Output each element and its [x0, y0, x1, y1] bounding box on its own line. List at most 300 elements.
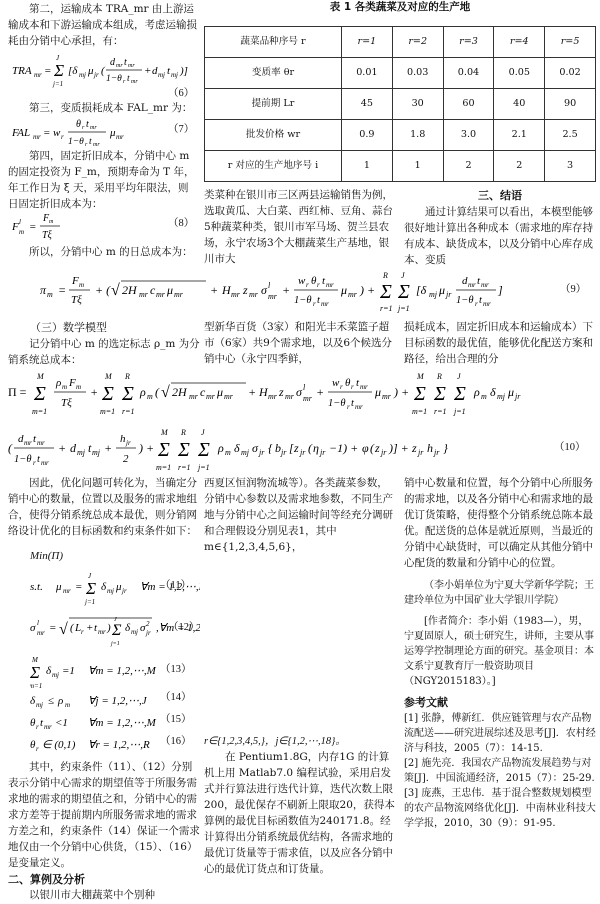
svg-text:ρ: ρ [58, 695, 64, 707]
author-bio: [作者简介：李小娟（1983—），男，宁夏固原人，硕士研究生，讲师，主要从事运筹学控制理论方面的研究。基金项目：本文系宁夏教育厅一般资助项目（NGY2015183）。] [404, 615, 594, 687]
svg-text:H: H [222, 283, 231, 297]
svg-text:t: t [317, 295, 320, 306]
svg-text:∀r = 1,2,⋯,R: ∀r = 1,2,⋯,R [88, 739, 150, 751]
svg-text:∀j = 1,2,⋯,J: ∀j = 1,2,⋯,J [88, 695, 147, 707]
reference-item: [1] 张静，傅新红．供应链管理与农产品物流配送——研究进展综述及思考[J]．农村经济与科技，2005（7）：14-15. [404, 713, 596, 755]
svg-text:jr: jr [146, 629, 151, 637]
svg-text:d: d [462, 275, 468, 287]
svg-text:θ: θ [30, 739, 36, 751]
svg-text:m: m [481, 392, 487, 401]
svg-text:m: m [47, 290, 53, 299]
svg-text:mj: mj [107, 587, 114, 595]
svg-text:σ: σ [30, 622, 36, 634]
table-header-cell: r=2 [392, 26, 443, 57]
svg-text:Σ: Σ [112, 622, 122, 639]
section-heading-model: （三）数学模型 [30, 321, 107, 334]
svg-text:Σ: Σ [434, 383, 446, 405]
svg-text:+: + [248, 385, 257, 399]
svg-text:θ: θ [30, 717, 36, 729]
table-header-cell: r=4 [494, 26, 545, 57]
svg-text:d: d [70, 441, 76, 455]
svg-text:r=1: r=1 [380, 304, 393, 313]
svg-text:jr: jr [418, 448, 424, 457]
svg-text:m=1: m=1 [412, 407, 428, 416]
svg-text:H: H [259, 385, 268, 399]
svg-text:J: J [56, 54, 60, 62]
eq7-number: （7） [168, 124, 195, 135]
table-cell: 0.01 [342, 57, 393, 88]
svg-text:jr: jr [122, 587, 127, 595]
bottom-left-tail [8, 760, 200, 904]
svg-text:r: r [313, 300, 316, 308]
svg-text:=: = [49, 622, 57, 634]
svg-text:√: √ [111, 282, 120, 299]
equation-7-svg [12, 116, 162, 150]
svg-text:d: d [152, 65, 158, 77]
svg-text:m: m [62, 383, 68, 391]
svg-text:z: z [243, 283, 248, 297]
svg-text:jr: jr [320, 448, 326, 457]
svg-text:M: M [32, 656, 38, 664]
constraint-16 [30, 734, 160, 760]
para-example-setup: 类菜种在银川市三区两县运输销售为例，选取黄瓜、大白菜、西红柿、豆角、蒜台5种蔬菜种类，银川市军马场、贺兰县农场，永宁农场3个大棚蔬菜生产基地，银川市大 [204, 189, 393, 265]
svg-text:d: d [18, 433, 24, 445]
svg-text:F: F [69, 377, 76, 389]
svg-text:mr: mr [303, 394, 312, 403]
svg-text:jr: jr [446, 290, 452, 299]
table-header-cell: r=5 [545, 26, 596, 57]
table-header-cell: r=3 [443, 26, 494, 57]
svg-text:r: r [475, 300, 478, 308]
svg-text:mr: mr [174, 290, 183, 299]
svg-text:m=1: m=1 [30, 682, 43, 690]
svg-text:t: t [356, 377, 360, 389]
svg-text:=1: =1 [62, 665, 75, 677]
equation-9 [40, 268, 560, 320]
svg-text:jr: jr [300, 448, 306, 457]
svg-text:mr: mr [24, 439, 32, 447]
c14-number: （14） [160, 692, 192, 703]
svg-text:Σ: Σ [178, 439, 190, 461]
equation-8-svg [12, 210, 112, 244]
svg-text:jr: jr [259, 448, 265, 457]
svg-text:∀m = 1,2,⋯,M: ∀m = 1,2,⋯,M [88, 717, 156, 729]
equation-6-svg [12, 50, 198, 90]
eq9-number: （9） [560, 284, 587, 295]
svg-text:w: w [298, 275, 306, 287]
svg-text:mj: mj [158, 71, 165, 79]
c12-number: （12） [168, 622, 200, 633]
table-row [205, 119, 596, 150]
svg-text:mr: mr [90, 125, 97, 131]
svg-text:j=1: j=1 [111, 641, 120, 647]
para-daily-cost: 所以，分销中心 m 的日总成本为： [29, 246, 193, 258]
svg-text:mr: mr [93, 142, 100, 148]
svg-text:) +: ) + [360, 283, 376, 297]
svg-text:j=1: j=1 [85, 598, 96, 606]
table-cell: 1 [342, 150, 393, 181]
svg-text:mr: mr [98, 628, 106, 636]
c15-number: （15） [160, 714, 192, 725]
svg-text:J: J [88, 572, 92, 580]
svg-text:δ: δ [101, 581, 107, 593]
para-model-intro: 记分销中心 m 的选定标志 ρ_m 为分销系统总成本： [8, 337, 200, 366]
svg-text:mr: mr [63, 587, 71, 595]
svg-text:): ) [107, 622, 111, 634]
svg-text:mr: mr [224, 392, 233, 401]
svg-text:mr: mr [348, 290, 357, 299]
table-cell: 3.0 [443, 119, 494, 150]
svg-text:l: l [268, 281, 271, 290]
svg-text:mr: mr [321, 300, 329, 308]
svg-text:mr: mr [37, 629, 45, 637]
svg-text:mr: mr [268, 392, 277, 401]
para-example-start: 以银川市大棚蔬菜中个别种 [29, 889, 155, 902]
svg-text:mr: mr [44, 723, 52, 731]
svg-text:jr: jr [281, 448, 287, 457]
table-cell: 2.1 [494, 119, 545, 150]
svg-text:σ: σ [140, 622, 146, 634]
svg-text:η: η [313, 441, 319, 455]
svg-text:1−θ: 1−θ [294, 295, 312, 306]
svg-text:Σ: Σ [158, 439, 170, 461]
svg-text:mr: mr [34, 71, 42, 79]
svg-text:r: r [61, 133, 64, 141]
svg-text:[δ: [δ [416, 283, 427, 297]
table-cell: 2 [494, 150, 545, 181]
svg-text:μ: μ [110, 127, 116, 139]
svg-text:+: + [282, 283, 291, 297]
svg-text:(: ( [370, 441, 374, 455]
svg-text:Σ: Σ [454, 383, 466, 405]
svg-text:M: M [37, 372, 44, 381]
svg-text:mr: mr [33, 133, 41, 141]
svg-text:σ: σ [252, 441, 258, 455]
svg-text:(: ( [8, 441, 12, 455]
equation-10-line2-svg [8, 424, 556, 474]
table-cell: 0.04 [443, 57, 494, 88]
svg-text:)]: )] [180, 65, 188, 77]
equation-10-line1 [8, 368, 596, 424]
svg-text:jr: jr [434, 448, 440, 457]
table-cell: 1.8 [392, 119, 443, 150]
svg-text:(: ( [155, 385, 159, 399]
svg-text:1−θ: 1−θ [328, 398, 346, 409]
table-cell: 1 [392, 150, 443, 181]
svg-text:h: h [427, 441, 433, 455]
bottom-left-intro [8, 476, 200, 540]
svg-text:t: t [477, 275, 481, 287]
svg-text:w: w [53, 127, 61, 139]
svg-text:≤: ≤ [48, 695, 55, 707]
svg-text:2H: 2H [172, 385, 187, 399]
svg-text:[: [ [289, 441, 294, 455]
table-cell: 2.5 [545, 119, 596, 150]
svg-text:1−θ: 1−θ [68, 137, 84, 147]
svg-text:Σ: Σ [414, 383, 426, 405]
reference-item: [2] 施先亮．我国农产品物流发展趋势与对策[J]．中国流通经济，2015（7）：25-29. [404, 758, 595, 785]
svg-text:F: F [12, 221, 19, 233]
svg-text:+: + [58, 441, 67, 455]
svg-text:μ: μ [341, 283, 348, 297]
c16-number: （16） [160, 736, 192, 747]
svg-text:m: m [225, 448, 231, 457]
svg-text:z: z [375, 441, 380, 455]
svg-text:Σ: Σ [30, 663, 41, 682]
svg-text:m=1: m=1 [32, 407, 48, 416]
table-header-cell: r=1 [342, 26, 393, 57]
equation-9-svg [40, 268, 560, 314]
svg-text:mj: mj [429, 290, 437, 299]
svg-text:mr: mr [41, 459, 49, 467]
table-caption: 表 1 各类蔬菜及对应的生产地 [329, 1, 471, 13]
svg-text:δ: δ [30, 695, 36, 707]
svg-text:j=1: j=1 [398, 304, 410, 313]
svg-text:R: R [181, 428, 186, 437]
constraint-13-svg [30, 654, 170, 690]
svg-text:c: c [150, 283, 156, 297]
svg-text:<1: <1 [55, 717, 68, 729]
svg-text:Σ: Σ [380, 281, 392, 303]
svg-text:∈ (0,1): ∈ (0,1) [42, 739, 76, 751]
svg-text:Σ: Σ [54, 61, 65, 80]
svg-text:1−θ: 1−θ [456, 295, 474, 306]
svg-text:√: √ [161, 384, 170, 401]
table-row [205, 88, 596, 119]
svg-text:jr: jr [126, 439, 131, 447]
svg-text:R: R [383, 271, 388, 280]
svg-text:}: } [443, 441, 448, 455]
table-cell: r 对应的生产地序号 i [205, 150, 342, 181]
bottom-right-column [404, 476, 596, 831]
svg-text:d: d [110, 57, 115, 68]
svg-text:mr: mr [468, 281, 476, 289]
svg-text:2H: 2H [122, 283, 137, 297]
references-heading: 参考文献 [404, 695, 448, 709]
svg-text:mr: mr [37, 439, 45, 447]
svg-text:r: r [317, 281, 320, 289]
svg-text:t: t [124, 57, 127, 68]
svg-text:Σ: Σ [398, 281, 410, 303]
svg-text:t: t [40, 717, 44, 729]
svg-text:t: t [94, 622, 98, 634]
svg-text:mj: mj [36, 701, 43, 709]
eq8-number: （8） [168, 218, 195, 229]
mid2-col2 [204, 320, 396, 368]
svg-text:) +: ) + [394, 385, 410, 399]
c11-number: （11） [160, 580, 192, 591]
table-cell: 0.02 [545, 57, 596, 88]
svg-text:+: + [104, 441, 113, 455]
svg-text:m: m [79, 281, 85, 289]
svg-text:t: t [89, 137, 92, 147]
para-conclusion-2: 损耗成本，固定折旧成本和运输成本）下目标函数的最优值，能够优化配送方案和路径，给出合理的分 [404, 321, 593, 365]
svg-text:Tξ: Tξ [42, 230, 52, 241]
svg-text:σ: σ [296, 385, 302, 399]
section-heading-conclusion: 三、结语 [478, 189, 522, 202]
svg-text:=: = [29, 221, 37, 233]
table-cell: 0.05 [494, 57, 545, 88]
svg-text:∀m = 1,2,⋯,M: ∀m = 1,2,⋯,M [88, 665, 156, 677]
left-top-column [8, 2, 198, 50]
svg-text:mr: mr [128, 63, 135, 69]
svg-text:m=1: m=1 [156, 463, 172, 472]
svg-text:mj: mj [77, 448, 85, 457]
svg-text:l: l [37, 619, 39, 627]
svg-text:r: r [36, 745, 39, 753]
svg-text:z: z [412, 441, 417, 455]
eq6-number: （6） [168, 88, 195, 99]
svg-text:Σ: Σ [122, 383, 134, 405]
svg-text:1−θ: 1−θ [106, 74, 122, 84]
svg-text:FAL: FAL [12, 127, 31, 139]
equation-8 [12, 210, 112, 250]
para-transport-cost: 第二，运输成本 TRA_mr 由上游运输成本和下游运输成本组成，考虑运输损耗由分销中心承担，有： [8, 3, 197, 47]
svg-text:b: b [275, 441, 281, 455]
para-spoil-text: 第三，变质损耗成本 FAL_mr 为： [29, 102, 193, 114]
svg-text:M: M [161, 428, 168, 437]
svg-text:m: m [19, 228, 25, 236]
svg-text:J: J [201, 428, 205, 437]
svg-text:(: ( [308, 441, 312, 455]
svg-text:{: { [268, 441, 273, 455]
svg-text:mr: mr [355, 403, 363, 411]
svg-text:+: + [144, 65, 152, 77]
table-cell: 2 [443, 150, 494, 181]
table-cell: 30 [392, 88, 443, 119]
mid-col3-wrap [404, 188, 596, 269]
table-cell: 0.9 [342, 119, 393, 150]
svg-text:mj: mj [497, 392, 505, 401]
svg-text:F: F [43, 213, 50, 224]
svg-text:[δ: [δ [68, 65, 78, 77]
mid2-col3 [404, 320, 596, 368]
svg-text:+: + [86, 622, 94, 634]
svg-text:F: F [72, 275, 79, 287]
table-1-block [204, 0, 596, 182]
mid2-col1 [8, 320, 200, 369]
mid-col2-wrap [204, 188, 396, 268]
svg-text:mr: mr [206, 392, 215, 401]
eq10-number: （10） [554, 442, 586, 453]
svg-text:jr: jr [515, 392, 521, 401]
svg-text:mr: mr [139, 290, 148, 299]
svg-text:+: + [90, 385, 99, 399]
references-list [404, 711, 596, 831]
para-depreciation: 第四，固定折旧成本，分销中心 m 的固定投资为 F_m，预期寿命为 T 年，年工作日为 ξ 天，采用平均年限法，则日固定折旧成本为： [8, 150, 195, 210]
svg-text:m: m [49, 219, 54, 225]
svg-text:jr: jr [94, 71, 99, 79]
svg-text:mr: mr [249, 290, 258, 299]
svg-text:R: R [437, 372, 442, 381]
section-heading-example: 二、算例及分析 [8, 872, 85, 886]
para-computation: 在 Pentium1.8G，内存1G 的计算机上用 Matlab7.0 编程试验，采用启发式并行算法进行迭代计算，迭代次数上限200，最优保存不刷新上限取20，获得本算例的最优目标函数值为240171.8。经计算得出分销系统最优结构，各需求地的最优订货量等于需求值，以及应各分销中心的最优订货点和订货量。 [204, 750, 395, 875]
constraint-16-svg [30, 734, 160, 754]
svg-text:]: ] [498, 283, 503, 297]
svg-text:−1) +: −1) + [329, 441, 359, 455]
svg-text:mj: mj [241, 448, 249, 457]
para-index-sets: r∈{1,2,3,4,5,}，j∈{1,2,⋯,18}。 [204, 736, 346, 747]
min-objective: Min(Π) [30, 550, 63, 562]
svg-text:+: + [210, 283, 219, 297]
svg-text:=: = [75, 581, 83, 593]
svg-text:r: r [82, 125, 85, 131]
svg-text:t: t [37, 454, 40, 465]
table-cell: 批发价格 wr [205, 119, 342, 150]
svg-text:R: R [125, 372, 130, 381]
svg-text:Tξ: Tξ [71, 294, 82, 306]
svg-text:l: l [19, 218, 21, 226]
svg-text:Σ: Σ [102, 383, 114, 405]
svg-text:Π =: Π = [8, 385, 27, 399]
svg-text:m: m [76, 383, 82, 391]
svg-text:μ: μ [375, 385, 382, 399]
svg-text:ρ: ρ [140, 385, 146, 399]
svg-text:)] +: )] + [389, 441, 409, 455]
table-header-row [205, 26, 596, 57]
table-row [205, 150, 596, 181]
svg-text:σ: σ [261, 283, 267, 297]
svg-text:θ: θ [345, 377, 351, 389]
table-cell: 45 [342, 88, 393, 119]
svg-text:m: m [65, 701, 71, 709]
svg-text:δ: δ [490, 385, 496, 399]
bottom-mid-column [204, 476, 396, 556]
table-header-cell: 蔬菜品种序号 r [205, 26, 342, 57]
svg-text:w: w [332, 377, 340, 389]
svg-text:z: z [279, 385, 284, 399]
svg-text:J: J [114, 617, 117, 623]
svg-text:θ: θ [311, 275, 317, 287]
table-cell: 90 [545, 88, 596, 119]
svg-text:φ: φ [362, 441, 369, 455]
svg-text:mr: mr [189, 392, 198, 401]
svg-text:Tξ: Tξ [61, 397, 72, 409]
svg-text:t: t [33, 433, 37, 445]
para-conclusion-3: 销中心数量和位置，每个分销中心所服务的需求地，以及各分销中心和需求地的最优订货策略，使得整个分销系统总陈本最优。配送货的总体是就近原则，当最近的分销中心缺货时，可以确定从其他分销中心配货的数量和分销中心的位置。 [404, 477, 593, 569]
svg-text:2: 2 [146, 620, 150, 628]
svg-text:δ: δ [234, 441, 240, 455]
svg-text:L: L [75, 622, 82, 634]
para-depreciation-wrap [8, 149, 198, 213]
svg-text:c: c [200, 385, 206, 399]
svg-text:mj: mj [131, 628, 138, 636]
c13-number: （13） [160, 664, 192, 675]
svg-text:t: t [351, 398, 354, 409]
svg-text:+: + [316, 385, 325, 399]
svg-text:1−θ: 1−θ [14, 454, 32, 465]
svg-text:mr: mr [156, 290, 165, 299]
para-spoil-intro [8, 101, 198, 117]
svg-text:ρ: ρ [218, 441, 224, 455]
svg-text:r: r [351, 383, 354, 391]
svg-text:mr: mr [382, 392, 391, 401]
svg-text:t: t [479, 295, 482, 306]
svg-text:j=1: j=1 [198, 463, 210, 472]
svg-text:mj: mj [171, 71, 178, 79]
svg-text:r: r [81, 628, 84, 636]
svg-text:Σ: Σ [198, 439, 210, 461]
equation-10-line1-svg [8, 368, 596, 418]
equation-10-line2 [8, 424, 556, 480]
svg-text:∀m = 1,2,⋯,M: ∀m = 1,2,⋯, [140, 581, 199, 593]
para-parameters: 西夏区恒润物流城等）。各类蔬菜参数，分销中心参数以及需求地参数，不同生产地与分销中心之间运输时间等经充分调研和合理假设分别见表1，其中 m∈{1,2,3,4,5,6}， [204, 477, 393, 553]
svg-text:=: = [44, 65, 52, 77]
svg-text:mr: mr [131, 79, 138, 85]
svg-text:m: m [147, 392, 153, 401]
author-affiliation: （李小娟单位为宁夏大学新华学院；王建玲单位为中国矿业大学银川学院） [404, 579, 594, 606]
svg-text:mr: mr [483, 300, 491, 308]
